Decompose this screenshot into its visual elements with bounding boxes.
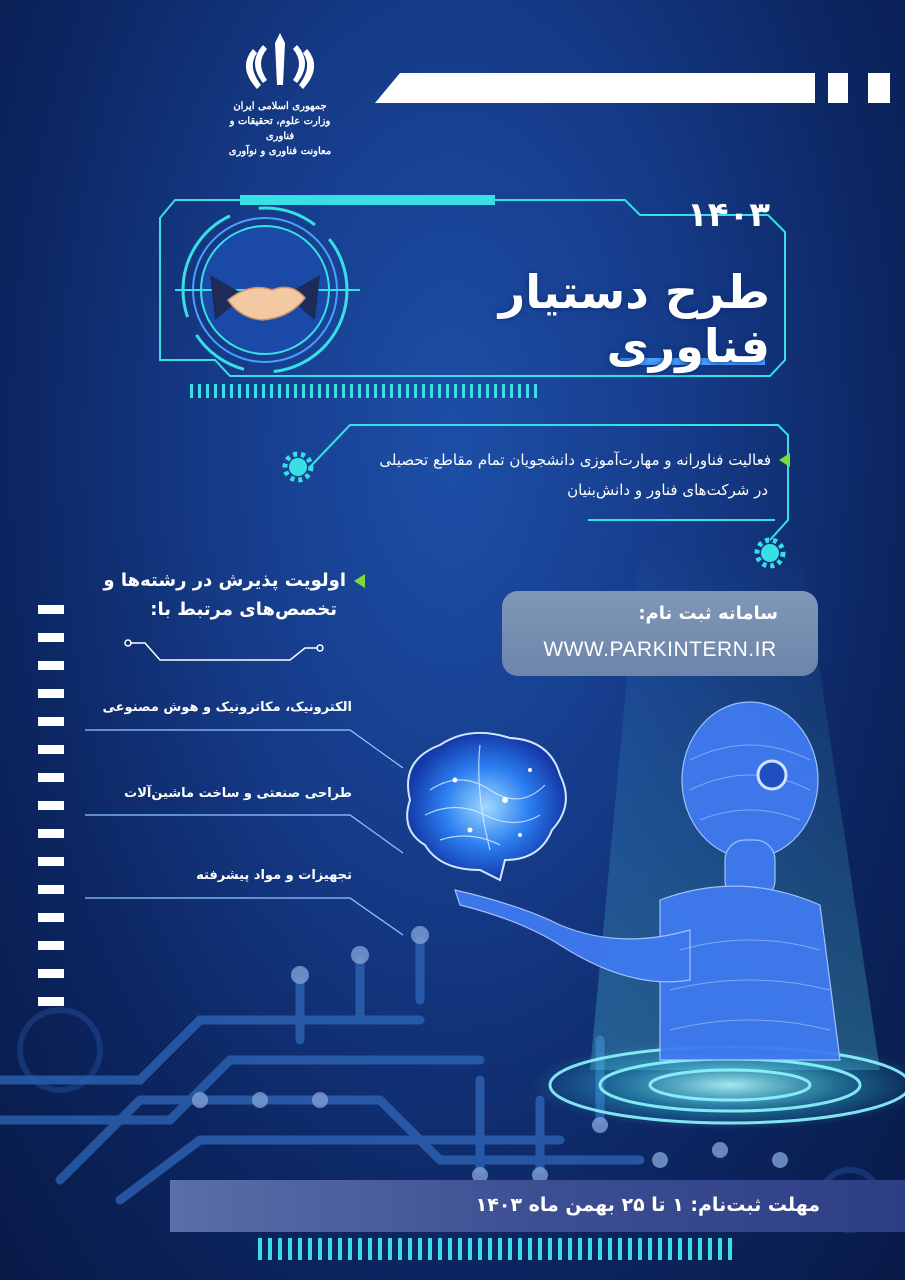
priority-heading-line-1: اولویت پذیرش در رشته‌ها و xyxy=(103,570,346,591)
priority-heading-line-2: تخصص‌های مرتبط با: xyxy=(150,599,337,620)
ministry-logo xyxy=(225,25,335,160)
description-line-1: فعالیت فناورانه و مهارت‌آموزی دانشجویان تمام مقاطع تحصیلی xyxy=(379,451,771,469)
description-line-2: در شرکت‌های فناور و دانش‌بنیان xyxy=(567,481,768,499)
field-item-electronics: الکترونیک، مکاترونیک و هوش مصنوعی xyxy=(102,700,352,715)
logo-line-2: وزارت علوم، تحقیقات و فناوری xyxy=(229,116,331,142)
program-description xyxy=(320,451,790,499)
registration-deadline: مهلت ثبت‌نام: ۱ تا ۲۵ بهمن ماه ۱۴۰۳ xyxy=(475,1194,820,1216)
handshake-emblem xyxy=(175,208,360,372)
priority-section xyxy=(95,570,365,620)
bullet-arrow-icon xyxy=(779,453,790,467)
logo-line-3: معاونت فناوری و نوآوری xyxy=(228,146,332,157)
logo-line-1: جمهوری اسلامی ایران xyxy=(233,101,327,112)
registration-url-link[interactable]: WWW.PARKINTERN.IR xyxy=(543,638,777,661)
footer-bar xyxy=(170,1180,905,1232)
emblem-icon xyxy=(225,25,335,95)
field-item-advanced-materials: تجهیزات و مواد پیشرفته xyxy=(196,868,352,883)
bullet-arrow-icon xyxy=(354,574,365,588)
registration-box xyxy=(502,591,818,676)
field-item-industrial-design: طراحی صنعتی و ساخت ماشین‌آلات xyxy=(124,786,352,801)
registration-label: سامانه ثبت نام: xyxy=(638,603,778,624)
program-year: ۱۴۰۳ xyxy=(686,195,770,235)
page-title: طرح دستیار فناوری xyxy=(498,265,770,373)
